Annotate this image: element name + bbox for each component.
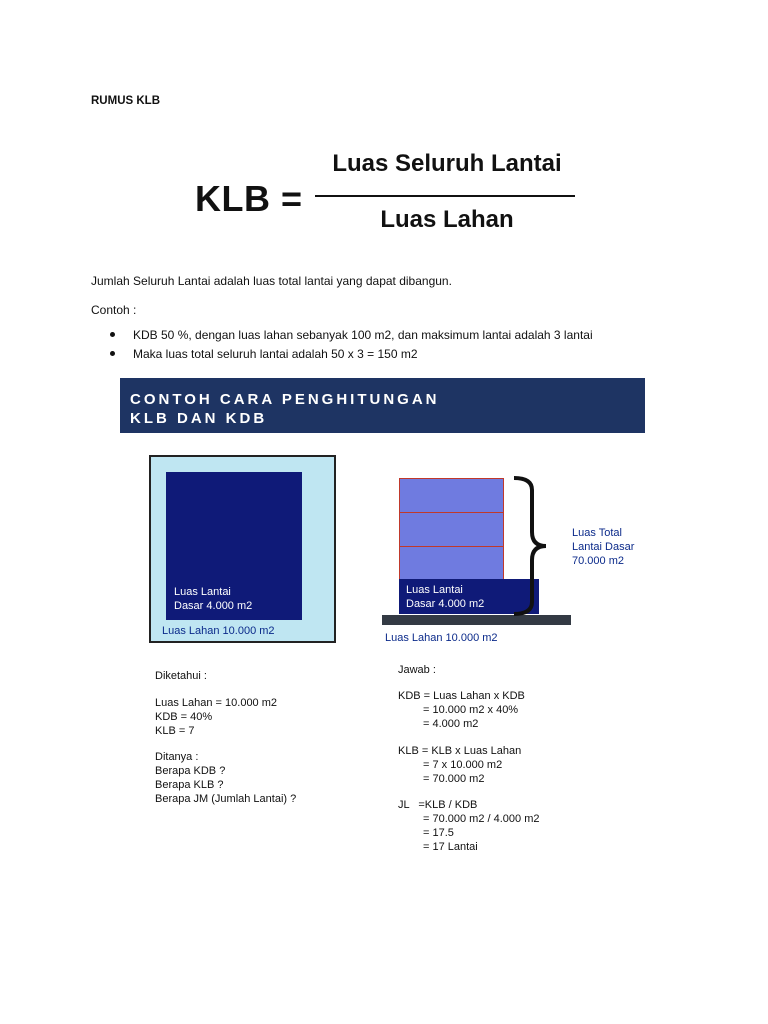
fraction-bar — [315, 195, 575, 197]
left-land-label: Luas Lahan 10.000 m2 — [162, 625, 275, 637]
right-land-label: Luas Lahan 10.000 m2 — [385, 632, 498, 644]
figure-banner — [120, 378, 645, 433]
total-floor-label-3: 70.000 m2 — [572, 555, 624, 567]
klb-kdb-illustration — [120, 378, 645, 856]
formula-numerator: Luas Seluruh Lantai — [332, 150, 562, 177]
right-building-label-2: Dasar 4.000 m2 — [406, 598, 485, 610]
ditanya-line: Berapa KDB ? — [155, 765, 226, 777]
bullet-icon — [110, 351, 115, 356]
ditanya-line: Berapa JM (Jumlah Lantai) ? — [155, 793, 297, 805]
page-heading: RUMUS KLB — [91, 95, 160, 107]
list-item — [110, 345, 593, 364]
jawab-jl-line: JL =KLB / KDB — [398, 799, 478, 811]
banner-title-line2: KLB DAN KDB — [130, 410, 268, 427]
jawab-kdb-line: = 10.000 m2 x 40% — [423, 704, 519, 716]
jawab-klb-line: = 70.000 m2 — [423, 773, 485, 785]
floor-divider — [400, 512, 503, 513]
jawab-klb-line: = 7 x 10.000 m2 — [423, 759, 503, 771]
list-item — [110, 326, 593, 345]
klb-formula — [190, 148, 580, 240]
diketahui-line: KDB = 40% — [155, 711, 213, 723]
right-building-label-1: Luas Lantai — [406, 584, 463, 596]
bullet-icon — [110, 332, 115, 337]
ditanya-title: Ditanya : — [155, 751, 199, 763]
left-building-label-2: Dasar 4.000 m2 — [174, 600, 253, 612]
total-floor-label-1: Luas Total — [572, 527, 622, 539]
diketahui-line: Luas Lahan = 10.000 m2 — [155, 697, 278, 709]
total-floor-label-2: Lantai Dasar — [572, 541, 635, 553]
bullet-text: Maka luas total seluruh lantai adalah 50 x 3 = 150 m2 — [133, 347, 418, 361]
jawab-jl-line: = 17 Lantai — [423, 841, 478, 853]
formula-denominator: Luas Lahan — [380, 206, 514, 233]
jawab-kdb-line: = 4.000 m2 — [423, 718, 479, 730]
jawab-title: Jawab : — [398, 664, 436, 676]
ditanya-line: Berapa KLB ? — [155, 779, 224, 791]
example-bullet-list — [110, 326, 593, 364]
jawab-klb-line: KLB = KLB x Luas Lahan — [398, 745, 522, 757]
jawab-jl-line: = 70.000 m2 / 4.000 m2 — [423, 813, 540, 825]
diketahui-line: KLB = 7 — [155, 725, 195, 737]
formula-lhs: KLB = — [195, 178, 303, 219]
banner-title-line1: CONTOH CARA PENGHITUNGAN — [130, 391, 440, 408]
floor-divider — [400, 546, 503, 547]
bullet-text: KDB 50 %, dengan luas lahan sebanyak 100 m2, dan maksimum lantai adalah 3 lantai — [133, 328, 593, 342]
example-label: Contoh : — [91, 303, 137, 317]
intro-paragraph: Jumlah Seluruh Lantai adalah luas total lantai yang dapat dibangun. — [91, 274, 452, 288]
ground-strip — [382, 615, 571, 625]
jawab-jl-line: = 17.5 — [423, 827, 454, 839]
diketahui-title: Diketahui : — [155, 670, 207, 682]
curly-brace-icon — [510, 476, 560, 616]
left-building-label-1: Luas Lantai — [174, 586, 231, 598]
jawab-kdb-line: KDB = Luas Lahan x KDB — [398, 690, 525, 702]
upper-floors-block — [399, 478, 504, 581]
